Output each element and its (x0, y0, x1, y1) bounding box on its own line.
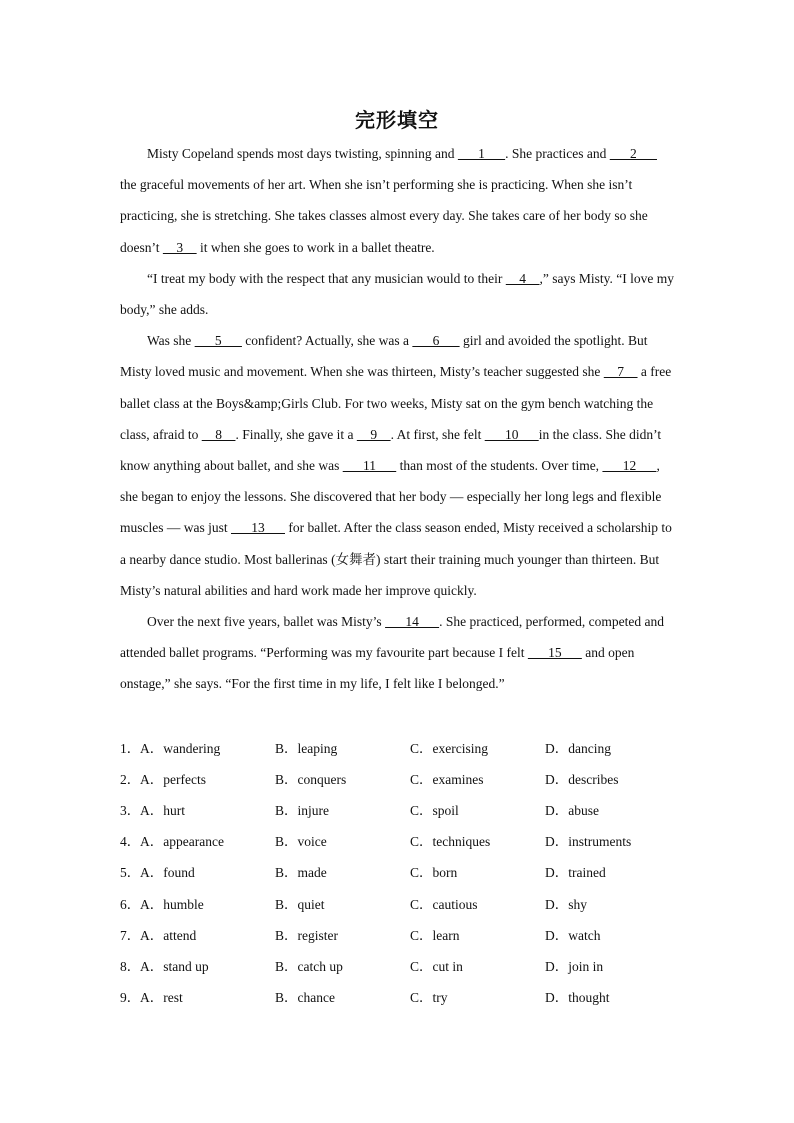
option-d: D．dancing (545, 740, 611, 756)
option-c: C．learn (410, 927, 460, 943)
option-a: A．rest (140, 990, 183, 1006)
option-a: A．attend (140, 927, 197, 943)
option-c: C．try (410, 990, 448, 1006)
passage-text: and open onstage,” she says. “For the first time in my life, I felt like I belonged.” (120, 645, 635, 692)
passage-text: “I treat my body with the respect that any musician would to their (147, 270, 506, 286)
option-a: A．appearance (140, 834, 224, 850)
passage-paragraph (120, 325, 676, 606)
question-options-row (120, 731, 680, 762)
question-number: 8． (120, 958, 141, 974)
passage-text: a free ballet class at the Boys&amp;Girls Club. For two weeks, Misty sat on the gym bench watching the class, afraid to (120, 364, 672, 442)
question-number: 5． (120, 865, 141, 881)
option-a: A．stand up (140, 958, 209, 974)
question-options-row (120, 793, 680, 824)
passage-text: Misty Copeland spends most days twisting, spinning and (147, 146, 458, 161)
passage-text: Was she (147, 333, 195, 349)
option-a: A．found (140, 865, 195, 881)
passage-text: . She practices and (505, 146, 610, 161)
option-d: D．thought (545, 990, 610, 1006)
question-options-row (120, 762, 680, 793)
page-title: 完形填空 (355, 108, 439, 132)
cloze-passage (120, 138, 676, 700)
answer-blank: 9 (356, 426, 391, 442)
passage-paragraph (120, 263, 676, 325)
answer-blank: 5 (194, 333, 242, 349)
question-options-row (120, 918, 680, 949)
answer-blank: 8 (201, 426, 236, 442)
option-c: C．cautious (410, 896, 478, 912)
option-b: B．voice (275, 834, 327, 850)
passage-text: the graceful movements of her art. When she isn’t performing she is practicing. When she isn’t practicing, she is stretching. She takes classes almost every day. She takes care of her body so she doesn’t (120, 177, 648, 255)
answer-blank: 10 (484, 426, 539, 442)
passage-text: confident? Actually, she was a (241, 333, 413, 349)
option-d: D．join in (545, 958, 604, 974)
passage-text: in the class. She didn’t know anything about ballet, and she was (120, 426, 662, 474)
option-c: C．techniques (410, 834, 491, 850)
passage-text: for ballet. After the class season ended, Misty received a scholarship to a nearby dance studio. Most ballerinas (女舞者) start their training much younger than thirteen. But Misty’s natural abilities and hard work made her improve quickly. (120, 520, 672, 598)
answer-blank: 12 (602, 458, 657, 474)
passage-text: girl and avoided the spotlight. But Misty loved music and movement. When she was thirteen, Misty’s teacher suggested she (120, 333, 648, 380)
passage-text: Over the next five years, ballet was Misty’s (147, 614, 386, 630)
option-b: B．register (275, 927, 338, 943)
answer-blank: 11 (342, 458, 397, 474)
option-d: D．abuse (545, 802, 599, 818)
question-number: 6． (120, 896, 141, 912)
option-c: C．spoil (410, 802, 459, 818)
question-options-row (120, 856, 680, 887)
option-b: B．catch up (275, 958, 343, 974)
option-c: C．born (410, 865, 458, 881)
passage-text: . She practiced, performed, competed and attended ballet programs. “Performing was my favourite part because I felt (120, 614, 664, 661)
passage-paragraph (120, 606, 676, 700)
option-c: C．examines (410, 771, 484, 787)
option-b: B．chance (275, 990, 335, 1006)
question-options-row (120, 949, 680, 980)
option-d: D．trained (545, 865, 606, 881)
option-b: B．leaping (275, 740, 338, 756)
passage-text: , she began to enjoy the lessons. She discovered that her body — especially her long legs and flexible muscles — was just (120, 458, 662, 536)
question-number: 7． (120, 927, 141, 943)
question-number: 1． (120, 740, 141, 756)
options-list (120, 731, 680, 1012)
option-d: D．instruments (545, 834, 632, 850)
question-number: 3． (120, 802, 141, 818)
option-c: C．exercising (410, 740, 488, 756)
option-a: A．humble (140, 896, 204, 912)
answer-blank: 6 (412, 333, 460, 349)
question-number: 2． (120, 771, 141, 787)
passage-text: than most of the students. Over time, (396, 458, 603, 474)
option-b: B．made (275, 865, 327, 881)
answer-blank: 14 (385, 614, 440, 630)
option-b: B．conquers (275, 771, 347, 787)
answer-blank: 15 (527, 645, 582, 661)
question-number: 9． (120, 990, 141, 1006)
option-a: A．hurt (140, 802, 185, 818)
option-d: D．shy (545, 896, 588, 912)
option-b: B．quiet (275, 896, 325, 912)
passage-paragraph (120, 138, 676, 263)
option-d: D．describes (545, 771, 619, 787)
question-options-row (120, 981, 680, 1012)
answer-blank: 3 (162, 239, 197, 255)
question-options-row (120, 825, 680, 856)
passage-text: ,” says Misty. “I love my body,” she adds. (120, 270, 675, 318)
option-c: C．cut in (410, 958, 463, 974)
passage-text: . Finally, she gave it a (235, 426, 357, 442)
passage-text: . At first, she felt (390, 426, 485, 442)
passage-text: it when she goes to work in a ballet theatre. (196, 239, 435, 255)
option-b: B．injure (275, 802, 329, 818)
answer-blank: 2 (609, 146, 657, 161)
option-a: A．perfects (140, 771, 206, 787)
answer-blank: 1 (457, 146, 506, 161)
option-d: D．watch (545, 927, 601, 943)
question-options-row (120, 887, 680, 918)
answer-blank: 4 (505, 270, 540, 286)
answer-blank: 7 (603, 364, 638, 380)
answer-blank: 13 (231, 520, 285, 536)
question-number: 4． (120, 834, 141, 850)
option-a: A．wandering (140, 740, 221, 756)
